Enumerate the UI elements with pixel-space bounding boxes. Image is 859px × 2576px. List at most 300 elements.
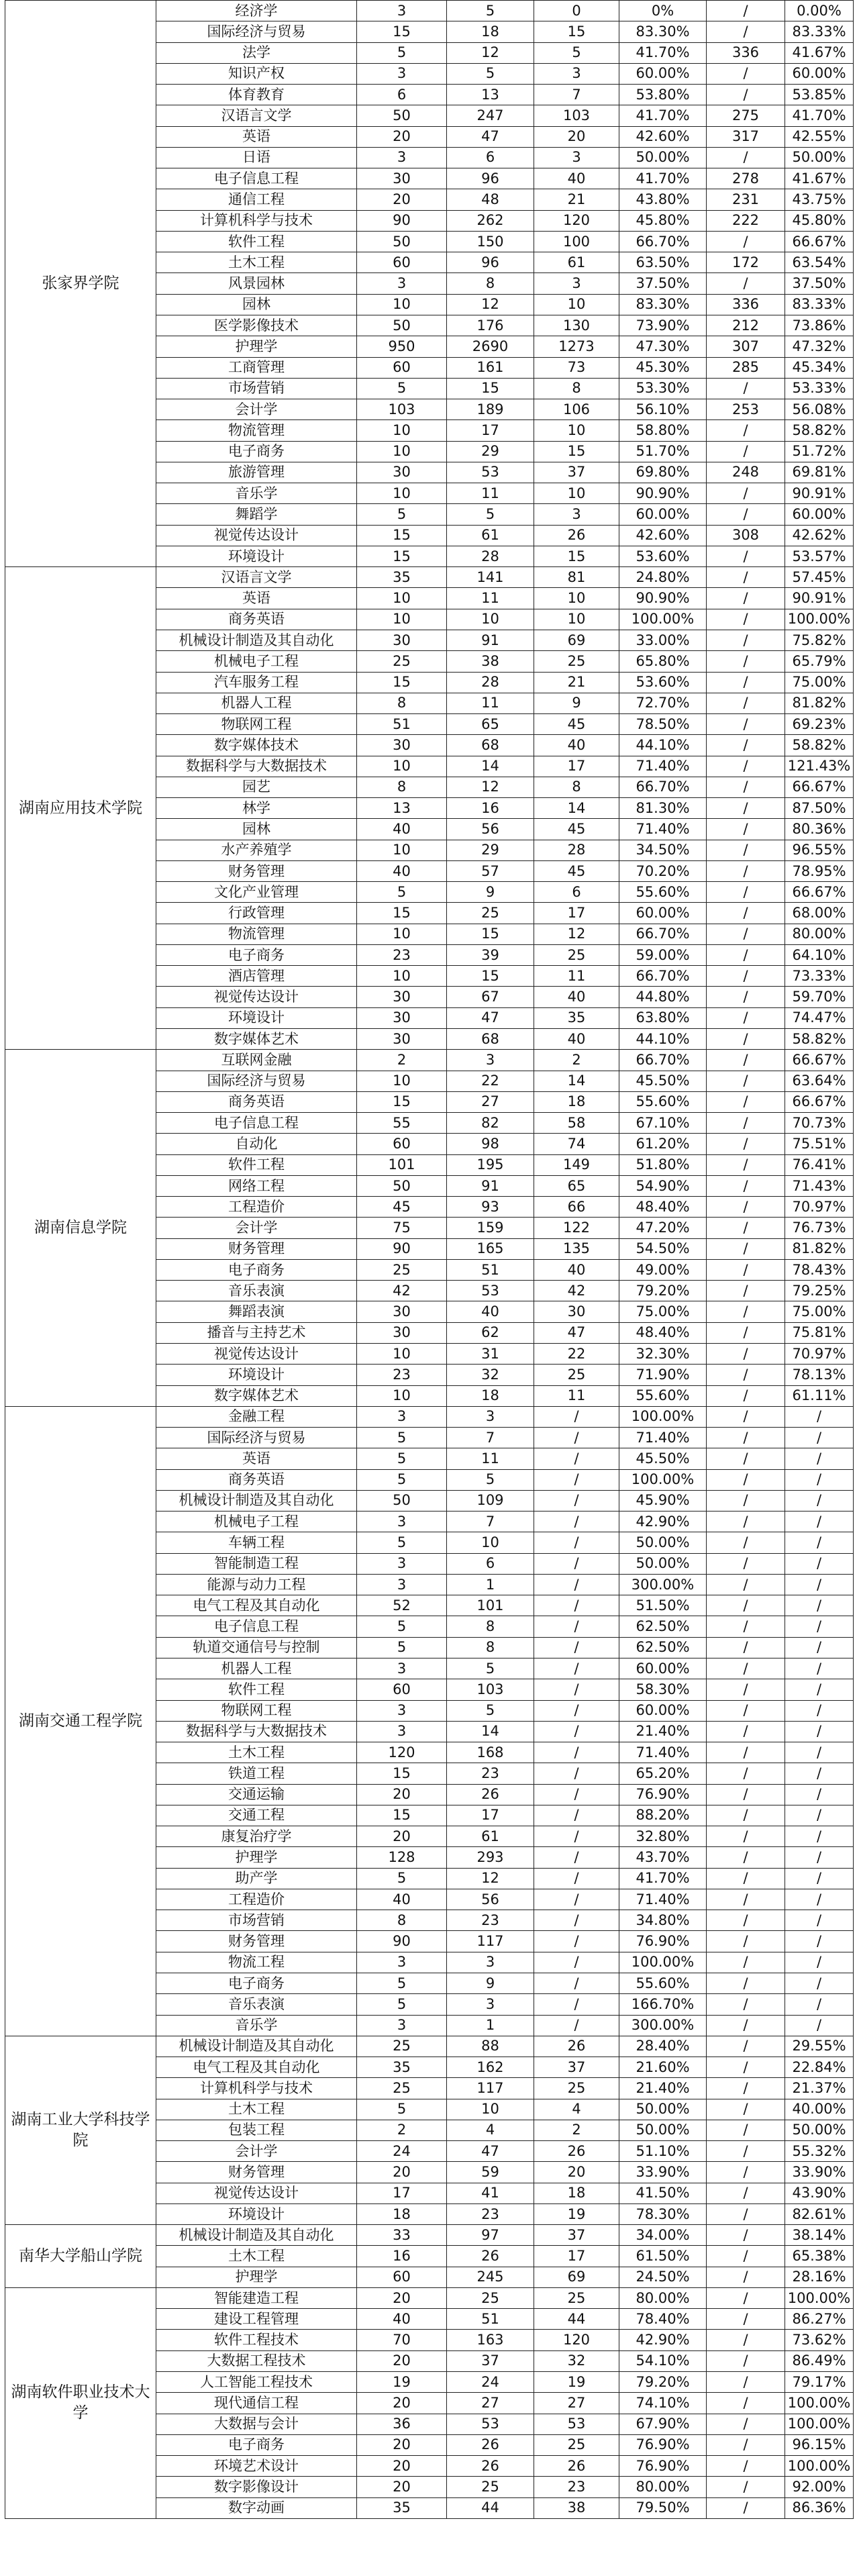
admitted-count-cell: /: [534, 1952, 619, 1973]
ratio-cell: 69.80%: [619, 462, 707, 483]
plan-count-cell: 3: [357, 1553, 447, 1574]
plan-count-cell: 13: [357, 798, 447, 819]
rate-cell: 80.36%: [785, 819, 854, 840]
score-cell: 285: [707, 357, 785, 378]
program-cell: 软件工程: [156, 1679, 357, 1700]
ratio-cell: 45.30%: [619, 357, 707, 378]
ratio-cell: 60.00%: [619, 63, 707, 84]
plan-count-cell: 10: [357, 420, 447, 441]
plan-count-cell: 24: [357, 2141, 447, 2162]
plan-count-cell: 20: [357, 126, 447, 147]
applicant-count-cell: 117: [447, 2078, 534, 2099]
score-cell: /: [707, 378, 785, 399]
ratio-cell: 66.70%: [619, 966, 707, 987]
program-cell: 市场营销: [156, 378, 357, 399]
program-cell: 商务英语: [156, 1469, 357, 1490]
program-cell: 机器人工程: [156, 693, 357, 713]
ratio-cell: 78.40%: [619, 2309, 707, 2330]
rate-cell: 75.00%: [785, 1301, 854, 1322]
score-cell: /: [707, 651, 785, 672]
admitted-count-cell: 40: [534, 168, 619, 189]
program-cell: 现代通信工程: [156, 2393, 357, 2414]
score-cell: /: [707, 1889, 785, 1910]
score-cell: /: [707, 735, 785, 756]
score-cell: /: [707, 1071, 785, 1091]
plan-count-cell: 20: [357, 1784, 447, 1805]
program-cell: 电子信息工程: [156, 168, 357, 189]
applicant-count-cell: 3: [447, 1050, 534, 1071]
applicant-count-cell: 6: [447, 1553, 534, 1574]
score-cell: /: [707, 483, 785, 504]
program-cell: 市场营销: [156, 1910, 357, 1931]
ratio-cell: 54.50%: [619, 1238, 707, 1259]
applicant-count-cell: 91: [447, 630, 534, 650]
applicant-count-cell: 53: [447, 462, 534, 483]
applicant-count-cell: 96: [447, 168, 534, 189]
applicant-count-cell: 17: [447, 1805, 534, 1826]
applicant-count-cell: 26: [447, 2246, 534, 2267]
applicant-count-cell: 29: [447, 840, 534, 860]
rate-cell: 21.37%: [785, 2078, 854, 2099]
ratio-cell: 45.50%: [619, 1071, 707, 1091]
plan-count-cell: 50: [357, 315, 447, 336]
table-row: [5, 1406, 854, 1427]
plan-count-cell: 40: [357, 2309, 447, 2330]
ratio-cell: 53.60%: [619, 546, 707, 566]
admitted-count-cell: 4: [534, 2099, 619, 2120]
applicant-count-cell: 9: [447, 1973, 534, 1993]
admitted-count-cell: 25: [534, 2078, 619, 2099]
plan-count-cell: 30: [357, 1007, 447, 1028]
ratio-cell: 50.00%: [619, 2099, 707, 2120]
plan-count-cell: 90: [357, 1238, 447, 1259]
score-cell: /: [707, 966, 785, 987]
rate-cell: /: [785, 1973, 854, 1993]
score-cell: /: [707, 2141, 785, 2162]
plan-count-cell: 10: [357, 1071, 447, 1091]
plan-count-cell: 20: [357, 2287, 447, 2308]
applicant-count-cell: 176: [447, 315, 534, 336]
ratio-cell: 62.50%: [619, 1637, 707, 1658]
rate-cell: 50.00%: [785, 147, 854, 168]
score-cell: /: [707, 944, 785, 965]
admitted-count-cell: /: [534, 1847, 619, 1868]
ratio-cell: 60.00%: [619, 1700, 707, 1721]
program-cell: 工程造价: [156, 1197, 357, 1218]
plan-count-cell: 3: [357, 273, 447, 294]
applicant-count-cell: 41: [447, 2183, 534, 2203]
plan-count-cell: 33: [357, 2225, 447, 2246]
rate-cell: 70.73%: [785, 1113, 854, 1134]
rate-cell: 81.82%: [785, 693, 854, 713]
school-name-cell: 湖南交通工程学院: [5, 1406, 156, 2036]
program-cell: 会计学: [156, 2141, 357, 2162]
ratio-cell: 53.80%: [619, 85, 707, 105]
score-cell: /: [707, 1616, 785, 1637]
applicant-count-cell: 12: [447, 1868, 534, 1889]
rate-cell: /: [785, 1679, 854, 1700]
ratio-cell: 71.90%: [619, 1365, 707, 1385]
plan-count-cell: 101: [357, 1154, 447, 1175]
score-cell: /: [707, 2057, 785, 2078]
program-cell: 物流管理: [156, 924, 357, 944]
admitted-count-cell: 74: [534, 1134, 619, 1154]
admitted-count-cell: 61: [534, 252, 619, 273]
applicant-count-cell: 162: [447, 2057, 534, 2078]
plan-count-cell: 90: [357, 1931, 447, 1952]
ratio-cell: 63.80%: [619, 1007, 707, 1028]
ratio-cell: 79.20%: [619, 2372, 707, 2393]
admitted-count-cell: 10: [534, 294, 619, 315]
plan-count-cell: 30: [357, 735, 447, 756]
applicant-count-cell: 7: [447, 1428, 534, 1448]
rate-cell: 90.91%: [785, 483, 854, 504]
score-cell: /: [707, 1637, 785, 1658]
school-name-cell: 湖南软件职业技术大学: [5, 2287, 156, 2518]
applicant-count-cell: 10: [447, 609, 534, 630]
school-name-cell: 湖南应用技术学院: [5, 567, 156, 1050]
applicant-count-cell: 12: [447, 294, 534, 315]
rate-cell: 42.55%: [785, 126, 854, 147]
rate-cell: 40.00%: [785, 2099, 854, 2120]
rate-cell: /: [785, 1700, 854, 1721]
program-cell: 会计学: [156, 399, 357, 420]
admitted-count-cell: 25: [534, 1365, 619, 1385]
score-cell: /: [707, 1931, 785, 1952]
rate-cell: 73.33%: [785, 966, 854, 987]
admitted-count-cell: 25: [534, 651, 619, 672]
ratio-cell: 41.50%: [619, 2183, 707, 2203]
rate-cell: 70.97%: [785, 1344, 854, 1365]
program-cell: 软件工程: [156, 231, 357, 252]
score-cell: /: [707, 903, 785, 924]
rate-cell: /: [785, 2015, 854, 2036]
rate-cell: /: [785, 1512, 854, 1532]
admitted-count-cell: /: [534, 1784, 619, 1805]
score-cell: /: [707, 1826, 785, 1847]
program-cell: 旅游管理: [156, 462, 357, 483]
plan-count-cell: 20: [357, 2350, 447, 2371]
score-cell: 308: [707, 525, 785, 546]
ratio-cell: 44.10%: [619, 735, 707, 756]
score-cell: 336: [707, 42, 785, 63]
score-cell: /: [707, 147, 785, 168]
rate-cell: 60.00%: [785, 63, 854, 84]
applicant-count-cell: 12: [447, 42, 534, 63]
ratio-cell: 71.40%: [619, 1428, 707, 1448]
applicant-count-cell: 150: [447, 231, 534, 252]
admitted-count-cell: 26: [534, 2141, 619, 2162]
plan-count-cell: 10: [357, 756, 447, 777]
applicant-count-cell: 10: [447, 2099, 534, 2120]
plan-count-cell: 60: [357, 252, 447, 273]
rate-cell: 66.67%: [785, 1091, 854, 1112]
admitted-count-cell: 11: [534, 966, 619, 987]
score-cell: /: [707, 924, 785, 944]
ratio-cell: 79.50%: [619, 2497, 707, 2518]
rate-cell: /: [785, 1763, 854, 1784]
rate-cell: 37.50%: [785, 273, 854, 294]
score-cell: 231: [707, 189, 785, 210]
score-cell: /: [707, 546, 785, 566]
plan-count-cell: 5: [357, 504, 447, 525]
plan-count-cell: 30: [357, 630, 447, 650]
ratio-cell: 71.40%: [619, 1889, 707, 1910]
rate-cell: 78.43%: [785, 1259, 854, 1280]
admitted-count-cell: 23: [534, 2477, 619, 2497]
rate-cell: 59.70%: [785, 987, 854, 1007]
applicant-count-cell: 91: [447, 1175, 534, 1196]
applicant-count-cell: 23: [447, 2203, 534, 2224]
plan-count-cell: 50: [357, 1175, 447, 1196]
program-cell: 护理学: [156, 2267, 357, 2287]
admitted-count-cell: /: [534, 1512, 619, 1532]
plan-count-cell: 30: [357, 1301, 447, 1322]
program-cell: 康复治疗学: [156, 1826, 357, 1847]
rate-cell: 66.67%: [785, 777, 854, 797]
program-cell: 物联网工程: [156, 714, 357, 735]
applicant-count-cell: 7: [447, 1512, 534, 1532]
rate-cell: 69.81%: [785, 462, 854, 483]
program-cell: 视觉传达设计: [156, 2183, 357, 2203]
ratio-cell: 100.00%: [619, 609, 707, 630]
ratio-cell: 300.00%: [619, 1574, 707, 1595]
rate-cell: 96.55%: [785, 840, 854, 860]
ratio-cell: 47.20%: [619, 1218, 707, 1238]
rate-cell: 83.33%: [785, 21, 854, 42]
program-cell: 音乐学: [156, 483, 357, 504]
admitted-count-cell: 66: [534, 1197, 619, 1218]
admitted-count-cell: 47: [534, 1322, 619, 1343]
plan-count-cell: 35: [357, 2057, 447, 2078]
ratio-cell: 67.10%: [619, 1113, 707, 1134]
plan-count-cell: 30: [357, 168, 447, 189]
admitted-count-cell: 27: [534, 2393, 619, 2414]
ratio-cell: 76.90%: [619, 1784, 707, 1805]
plan-count-cell: 20: [357, 2162, 447, 2183]
ratio-cell: 55.60%: [619, 882, 707, 903]
admitted-count-cell: 37: [534, 2225, 619, 2246]
score-cell: 307: [707, 336, 785, 357]
plan-count-cell: 15: [357, 1091, 447, 1112]
plan-count-cell: 15: [357, 1763, 447, 1784]
ratio-cell: 58.80%: [619, 420, 707, 441]
ratio-cell: 90.90%: [619, 483, 707, 504]
score-cell: /: [707, 860, 785, 881]
applicant-count-cell: 245: [447, 2267, 534, 2287]
admission-table: [5, 0, 854, 2519]
rate-cell: /: [785, 1847, 854, 1868]
admitted-count-cell: 53: [534, 2414, 619, 2434]
admitted-count-cell: /: [534, 1616, 619, 1637]
program-cell: 风景园林: [156, 273, 357, 294]
plan-count-cell: 5: [357, 1532, 447, 1553]
applicant-count-cell: 8: [447, 273, 534, 294]
plan-count-cell: 950: [357, 336, 447, 357]
program-cell: 环境设计: [156, 1365, 357, 1385]
plan-count-cell: 18: [357, 2203, 447, 2224]
applicant-count-cell: 38: [447, 651, 534, 672]
applicant-count-cell: 23: [447, 1910, 534, 1931]
applicant-count-cell: 57: [447, 860, 534, 881]
admitted-count-cell: 25: [534, 2434, 619, 2455]
program-cell: 水产养殖学: [156, 840, 357, 860]
ratio-cell: 67.90%: [619, 2414, 707, 2434]
applicant-count-cell: 32: [447, 1365, 534, 1385]
score-cell: /: [707, 1091, 785, 1112]
applicant-count-cell: 1: [447, 1574, 534, 1595]
program-cell: 交通运输: [156, 1784, 357, 1805]
admitted-count-cell: 18: [534, 1091, 619, 1112]
applicant-count-cell: 93: [447, 1197, 534, 1218]
admitted-count-cell: /: [534, 1721, 619, 1742]
admitted-count-cell: 45: [534, 860, 619, 881]
ratio-cell: 62.50%: [619, 1616, 707, 1637]
program-cell: 视觉传达设计: [156, 987, 357, 1007]
rate-cell: 64.10%: [785, 944, 854, 965]
rate-cell: 45.80%: [785, 210, 854, 231]
rate-cell: 74.47%: [785, 1007, 854, 1028]
score-cell: /: [707, 2015, 785, 2036]
admitted-count-cell: 6: [534, 882, 619, 903]
table-row: [5, 2036, 854, 2057]
program-cell: 电子商务: [156, 441, 357, 462]
admitted-count-cell: 81: [534, 567, 619, 588]
score-cell: /: [707, 1050, 785, 1071]
score-cell: /: [707, 1490, 785, 1511]
table-body: [5, 1, 854, 2519]
plan-count-cell: 15: [357, 525, 447, 546]
ratio-cell: 24.80%: [619, 567, 707, 588]
ratio-cell: 50.00%: [619, 1532, 707, 1553]
program-cell: 电子信息工程: [156, 1616, 357, 1637]
table-row: [5, 2287, 854, 2308]
applicant-count-cell: 23: [447, 1763, 534, 1784]
plan-count-cell: 25: [357, 2036, 447, 2057]
admitted-count-cell: 7: [534, 85, 619, 105]
rate-cell: /: [785, 1931, 854, 1952]
program-cell: 国际经济与贸易: [156, 1071, 357, 1091]
plan-count-cell: 10: [357, 609, 447, 630]
plan-count-cell: 42: [357, 1281, 447, 1301]
admitted-count-cell: /: [534, 1532, 619, 1553]
admitted-count-cell: 10: [534, 609, 619, 630]
program-cell: 酒店管理: [156, 966, 357, 987]
rate-cell: 100.00%: [785, 2287, 854, 2308]
plan-count-cell: 10: [357, 441, 447, 462]
score-cell: /: [707, 1847, 785, 1868]
applicant-count-cell: 8: [447, 1637, 534, 1658]
plan-count-cell: 36: [357, 2414, 447, 2434]
score-cell: /: [707, 63, 785, 84]
ratio-cell: 55.60%: [619, 1385, 707, 1406]
applicant-count-cell: 9: [447, 882, 534, 903]
program-cell: 物联网工程: [156, 1700, 357, 1721]
program-cell: 视觉传达设计: [156, 525, 357, 546]
rate-cell: 56.08%: [785, 399, 854, 420]
admitted-count-cell: 17: [534, 756, 619, 777]
applicant-count-cell: 82: [447, 1113, 534, 1134]
plan-count-cell: 5: [357, 1973, 447, 1993]
program-cell: 园艺: [156, 777, 357, 797]
ratio-cell: 53.60%: [619, 672, 707, 693]
plan-count-cell: 30: [357, 1029, 447, 1050]
rate-cell: 86.36%: [785, 2497, 854, 2518]
score-cell: /: [707, 2434, 785, 2455]
applicant-count-cell: 5: [447, 63, 534, 84]
ratio-cell: 42.60%: [619, 126, 707, 147]
admitted-count-cell: 149: [534, 1154, 619, 1175]
ratio-cell: 81.30%: [619, 798, 707, 819]
admitted-count-cell: 17: [534, 903, 619, 924]
program-cell: 土木工程: [156, 1742, 357, 1763]
admitted-count-cell: /: [534, 1574, 619, 1595]
score-cell: /: [707, 2078, 785, 2099]
ratio-cell: 45.50%: [619, 1448, 707, 1469]
plan-count-cell: 30: [357, 462, 447, 483]
rate-cell: 76.41%: [785, 1154, 854, 1175]
program-cell: 铁道工程: [156, 1763, 357, 1784]
score-cell: /: [707, 777, 785, 797]
admitted-count-cell: /: [534, 1637, 619, 1658]
admitted-count-cell: /: [534, 1679, 619, 1700]
admitted-count-cell: 32: [534, 2350, 619, 2371]
admitted-count-cell: 5: [534, 42, 619, 63]
score-cell: /: [707, 2267, 785, 2287]
program-cell: 软件工程技术: [156, 2330, 357, 2350]
plan-count-cell: 5: [357, 1448, 447, 1469]
applicant-count-cell: 195: [447, 1154, 534, 1175]
admitted-count-cell: /: [534, 1994, 619, 2015]
ratio-cell: 100.00%: [619, 1406, 707, 1427]
score-cell: /: [707, 231, 785, 252]
applicant-count-cell: 27: [447, 1091, 534, 1112]
applicant-count-cell: 117: [447, 1931, 534, 1952]
rate-cell: 45.34%: [785, 357, 854, 378]
program-cell: 机械电子工程: [156, 1512, 357, 1532]
ratio-cell: 41.70%: [619, 1868, 707, 1889]
applicant-count-cell: 98: [447, 1134, 534, 1154]
admitted-count-cell: 44: [534, 2309, 619, 2330]
applicant-count-cell: 10: [447, 1532, 534, 1553]
rate-cell: 75.00%: [785, 672, 854, 693]
admitted-count-cell: 69: [534, 630, 619, 650]
admitted-count-cell: 10: [534, 588, 619, 609]
score-cell: 336: [707, 294, 785, 315]
applicant-count-cell: 28: [447, 672, 534, 693]
applicant-count-cell: 25: [447, 903, 534, 924]
plan-count-cell: 5: [357, 882, 447, 903]
score-cell: /: [707, 2330, 785, 2350]
admitted-count-cell: 22: [534, 1344, 619, 1365]
admitted-count-cell: 3: [534, 273, 619, 294]
plan-count-cell: 6: [357, 85, 447, 105]
applicant-count-cell: 40: [447, 1301, 534, 1322]
rate-cell: 79.25%: [785, 1281, 854, 1301]
score-cell: /: [707, 1763, 785, 1784]
ratio-cell: 76.90%: [619, 2456, 707, 2477]
ratio-cell: 53.30%: [619, 378, 707, 399]
admitted-count-cell: 15: [534, 441, 619, 462]
score-cell: /: [707, 2162, 785, 2183]
plan-count-cell: 120: [357, 1742, 447, 1763]
program-cell: 电子商务: [156, 1259, 357, 1280]
score-cell: /: [707, 1385, 785, 1406]
ratio-cell: 76.90%: [619, 1931, 707, 1952]
program-cell: 自动化: [156, 1134, 357, 1154]
plan-count-cell: 60: [357, 2267, 447, 2287]
rate-cell: 70.97%: [785, 1197, 854, 1218]
